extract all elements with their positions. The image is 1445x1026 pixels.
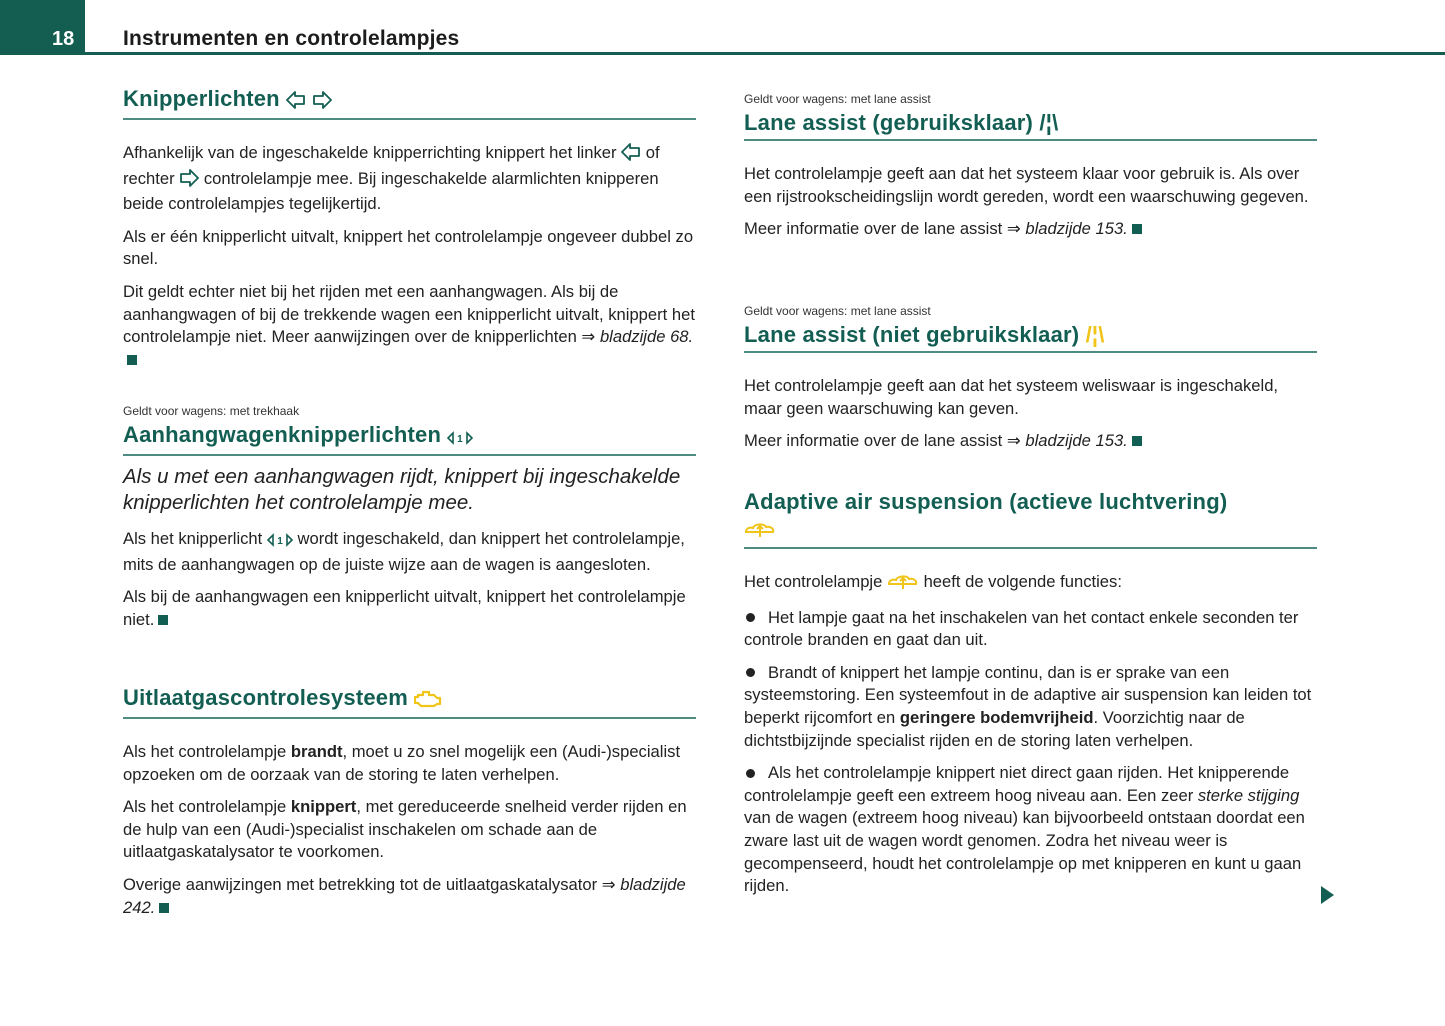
text-run: of rechter: [123, 143, 660, 188]
bullet-icon: [746, 769, 755, 778]
lane-assist-icon: /¦\: [1039, 110, 1059, 135]
engine-warning-icon: [414, 688, 442, 714]
text-run: Dit geldt echter niet bij het rijden met een aanhangwagen. Als bij de aanhangwagen of bij de trekkende wagen een knipperlicht uitvalt, knippert het controlelampje niet. Meer aanwijzingen over de knipperlichten ⇒: [123, 281, 695, 347]
end-of-section-icon: [127, 355, 137, 365]
text-run: Het controlelampje: [744, 572, 887, 591]
applies-note: Geldt voor wagens: met lane assist: [744, 92, 931, 106]
paragraph: [123, 586, 696, 631]
text-run: Als het controlelampje: [123, 797, 291, 817]
text-run: Als het knipperlicht: [123, 529, 267, 548]
section-heading: [744, 322, 1317, 353]
section-lane-assist-ready: [744, 92, 1317, 251]
text-run: Afhankelijk van de ingeschakelde knipperrichting knippert het linker: [123, 143, 622, 162]
bullet-icon: [746, 613, 755, 622]
header-rule: [85, 52, 1445, 55]
text-run: Het controlelampje geeft aan dat het systeem klaar voor gebruik is. Als over een rijstrookscheidingslijn wordt gereden, wordt een waarschuwing gegeven.: [744, 164, 1309, 206]
suspension-icon: [887, 574, 919, 597]
bold-text: brandt: [290, 742, 343, 761]
text-run: , met gereduceerde snelheid verder rijden en de hulp van een (Audi-)specialist inschakelen om schade aan de uitlaatgaskatalysator te voorkomen.: [123, 797, 687, 862]
paragraph: [123, 528, 696, 576]
section-heading: [744, 110, 1317, 141]
section-heading: [744, 489, 1317, 549]
paragraph: [123, 226, 696, 271]
text-run: controlelampje mee. Bij ingeschakelde alarmlichten knipperen beide controlelampjes tegelijkertijd.: [123, 168, 659, 214]
section-heading: [123, 86, 696, 120]
section-heading: [123, 422, 696, 456]
body-text: [744, 571, 1317, 898]
text-run: Het controlelampje geeft aan dat het systeem weliswaar is ingeschakeld, maar geen waarschuwing kan geven.: [744, 376, 1279, 418]
paragraph: [744, 607, 1317, 652]
text-run: Brandt of knippert het lampje continu, dan is er sprake van een systeemstoring. Een systeemfout in de adaptive air suspension kan leiden tot beperkt rijcomfort en: [744, 662, 1312, 727]
heading-text: Aanhangwagenknipperlichten: [123, 422, 442, 447]
text-run: heeft de volgende functies:: [918, 572, 1122, 591]
lane-assist-icon: /¦\: [1085, 322, 1105, 347]
svg-text:1: 1: [457, 434, 464, 445]
text-run: Meer informatie over de lane assist ⇒: [744, 431, 1026, 451]
section-heading: [123, 685, 696, 719]
chapter-title: Instrumenten en controlelampjes: [123, 27, 460, 50]
body-text: [744, 163, 1317, 241]
page-reference-link[interactable]: bladzijde 153.: [1025, 219, 1128, 239]
end-of-section-icon: [159, 903, 169, 913]
page-reference-link[interactable]: bladzijde 153.: [1025, 431, 1128, 451]
paragraph: [744, 430, 1317, 453]
page-number: 18: [52, 28, 75, 50]
paragraph: [123, 741, 696, 786]
section-air-suspension: [744, 489, 1317, 908]
bold-text: geringere bodemvrijheid: [899, 707, 1094, 727]
text-run: wordt ingeschakeld, dan knippert het controlelampje, mits de aanhangwagen op de juiste wijze aan de wagen is aangesloten.: [123, 529, 685, 574]
body-text: [123, 528, 696, 631]
section-aanhangwagen: [123, 404, 696, 641]
turn-left-icon: [286, 89, 306, 115]
bullet-icon: [746, 668, 755, 677]
heading-text: Lane assist (niet gebruiksklaar): [744, 322, 1080, 347]
paragraph: [744, 218, 1317, 241]
text-run: Als bij de aanhangwagen een knipperlicht uitvalt, knippert het controlelampje niet.: [123, 587, 686, 629]
turn-right-icon: [179, 169, 199, 194]
trailer-turn-signal-icon: [447, 425, 473, 451]
trailer-turn-signal-icon: [267, 531, 293, 554]
turn-right-icon: [312, 89, 332, 115]
suspension-icon: [744, 518, 776, 544]
paragraph: [123, 874, 696, 919]
applies-note: Geldt voor wagens: met trekhaak: [123, 404, 300, 418]
text-run: Meer informatie over de lane assist ⇒: [744, 219, 1026, 239]
heading-text: Uitlaatgascontrolesysteem: [123, 685, 408, 710]
text-run: Het lampje gaat na het inschakelen van het contact enkele seconden ter controle branden en gaat dan uit.: [744, 607, 1299, 650]
heading-text: Lane assist (gebruiksklaar): [744, 110, 1034, 135]
heading-text: Knipperlichten: [123, 86, 280, 111]
section-knipperlichten: [123, 86, 696, 381]
italic-text: sterke stijging: [1197, 785, 1300, 805]
paragraph: [744, 163, 1317, 208]
continue-arrow-icon: [1321, 886, 1334, 904]
text-run: Overige aanwijzingen met betrekking tot de uitlaatgaskatalysator ⇒: [123, 874, 621, 894]
end-of-section-icon: [1132, 436, 1142, 446]
lead-text: Als u met een aanhangwagen rijdt, knippert bij ingeschakelde knipperlichten het controlelampje mee.: [123, 465, 681, 514]
text-run: , moet u zo snel mogelijk een (Audi-)specialist opzoeken om de oorzaak van de storing te laten verhelpen.: [123, 742, 681, 784]
text-run: Als er één knipperlicht uitvalt, knippert het controlelampje ongeveer dubbel zo snel.: [123, 226, 694, 269]
body-text: [123, 741, 696, 919]
heading-text: Adaptive air suspension (actieve luchtvering): [744, 489, 1228, 514]
paragraph: [744, 662, 1317, 752]
applies-note: Geldt voor wagens: met lane assist: [744, 304, 931, 318]
section-uitlaatgas: [123, 685, 696, 929]
paragraph: [744, 571, 1317, 597]
body-text: [123, 142, 696, 371]
paragraph: [744, 762, 1317, 898]
end-of-section-icon: [158, 615, 168, 625]
paragraph: [744, 375, 1317, 420]
text-run: . Voorzichtig naar de dichtstbijzijnde specialist rijden en de storing laten verhelpen.: [744, 707, 1245, 750]
turn-left-icon: [621, 143, 641, 168]
end-of-section-icon: [1132, 224, 1142, 234]
page-reference-link[interactable]: bladzijde 68.: [599, 327, 694, 347]
section-lane-assist-not-ready: [744, 304, 1317, 463]
text-run: van de wagen (extreem hoog niveau) kan bijvoorbeeld ontstaan doordat een zware last uit de wagen wordt genomen. Zodra het niveau weer is gecompenseerd, houdt het controlelampje op met knipperen en kunt u gaan rijden.: [744, 808, 1305, 896]
paragraph: [123, 142, 696, 216]
page-reference-link[interactable]: bladzijde 242.: [123, 874, 686, 917]
text-run: Als het controlelampje knippert niet direct gaan rijden. Het knipperende controlelampje geeft een extreem hoog niveau aan. Een zeer: [744, 763, 1290, 805]
paragraph: [123, 796, 696, 864]
text-run: Als het controlelampje: [123, 742, 291, 761]
paragraph: [123, 281, 696, 371]
body-text: [744, 375, 1317, 453]
svg-text:1: 1: [277, 536, 283, 547]
bold-text: knippert: [290, 797, 357, 817]
